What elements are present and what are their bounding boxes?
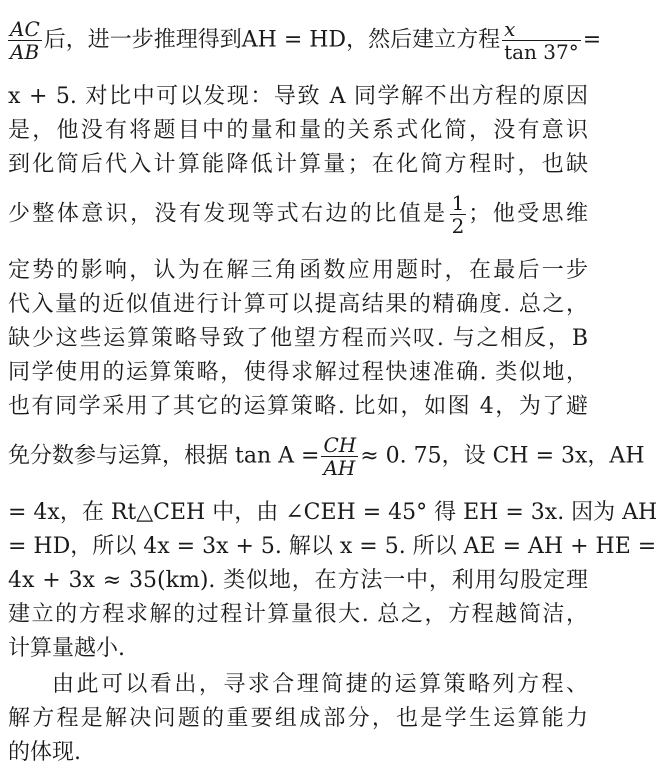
text-line-3: 是，他没有将题目中的量和量的关系式化简，没有意识 [8,118,588,143]
text-line-10: 也有同学采用了其它的运算策略. 比如，如图 4，为了避 [8,394,588,419]
text-line-2: x + 5. 对比中可以发现：导致 A 同学解不出方程的原因 [8,84,588,109]
fraction-denominator: tan 37° [504,40,579,64]
fraction-numerator: CH [323,433,357,457]
fraction-numerator: 1 [451,191,465,215]
text-line-4: 到化简后代入计算能降低计算量；在化简方程时，也缺 [8,152,588,177]
fraction-denominator: AB [10,40,40,64]
line-text-end: ；他受思维 [468,201,588,227]
line-text: 后，进一步推理得到AH = HD，然后建立方程 [43,27,501,53]
line-text-end: ≈ 0. 75，设 CH = 3x，AH [360,443,645,469]
line-text: 免分数参与运算，根据 tan A = [8,443,320,469]
paragraph2-line-1: 由此可以看出，寻求合理简捷的运算策略列方程、 [52,672,588,697]
text-line-9: 同学使用的运算策略，使得求解过程快速准确. 类似地， [8,360,588,385]
text-line-5 [8,192,588,237]
fraction-denominator: 2 [451,214,465,238]
text-line-13: = HD，所以 4x = 3x + 5. 解以 x = 5. 所以 AE = AH + HE = [8,534,657,559]
fraction-x-tan37 [502,18,581,63]
text-line-15: 建立的方程求解的过程计算量很大. 总之，方程越简洁， [8,602,588,627]
paragraph2-line-2: 解方程是解决问题的重要组成部分，也是学生运算能力 [8,706,588,731]
text-line-12: = 4x，在 Rt△CEH 中，由 ∠CEH = 45° 得 EH = 3x. 因为 AH [8,500,657,525]
text-line-7: 代入量的近似值进行计算可以提高结果的精确度. 总之， [8,292,588,317]
text-line-14: 4x + 3x ≈ 35(km). 类似地，在方法一中，利用勾股定理 [8,568,588,593]
text-line-1 [8,17,602,64]
fraction-one-half [450,192,467,237]
fraction-denominator: AH [323,456,356,480]
line-text: 少整体意识，没有发现等式右边的比值是 [8,201,448,227]
line-text-end: = [582,27,602,53]
paragraph2-line-3: 的体现. [8,740,81,765]
text-line-6: 定势的影响，认为在解三角函数应用题时，在最后一步 [8,258,588,283]
fraction-ch-ah [321,434,358,479]
fraction-numerator: AC [10,17,40,41]
fraction-numerator: x [502,18,581,41]
text-line-11 [8,433,645,480]
fraction-ac-ab [8,18,42,63]
text-line-16: 计算量越小. [8,636,125,661]
text-line-8: 缺少这些运算策略导致了他望方程而兴叹. 与之相反，B [8,326,588,351]
